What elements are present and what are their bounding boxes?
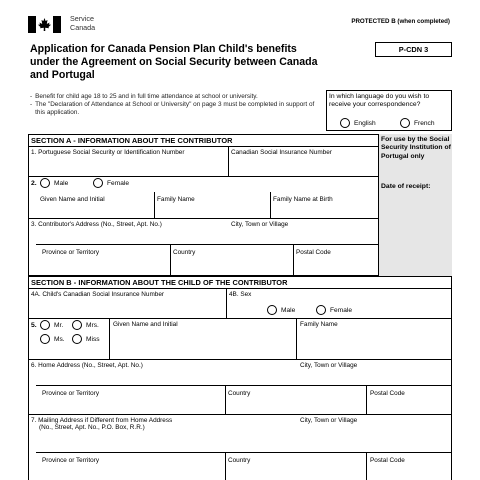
notes-list <box>30 93 320 116</box>
divider <box>225 385 226 415</box>
home-city-label: City, Town or Village <box>300 362 358 369</box>
divider <box>28 318 452 319</box>
canada-flag-icon <box>28 16 61 33</box>
home-address-label: 6. Home Address (No., Street, Apt. No.) <box>31 362 143 369</box>
mailing-postal-label: Postal Code <box>370 457 405 464</box>
section-b-frame <box>28 276 452 480</box>
contributor-country-label: Country <box>173 249 196 256</box>
child-sex-label: 4B. Sex <box>229 291 252 298</box>
home-country-label: Country <box>228 390 251 397</box>
note-2: - The "Declaration of Attendance at School or University" on page 3 must be completed in support of this application. <box>30 101 315 116</box>
divider <box>170 244 171 276</box>
child-given-name-label: Given Name and Initial <box>113 321 178 328</box>
ms-radio[interactable] <box>40 334 50 344</box>
divider <box>28 359 452 360</box>
divider <box>366 452 367 480</box>
child-sin-label: 4A. Child's Canadian Social Insurance Number <box>31 291 165 298</box>
language-english-option[interactable]: English <box>340 118 376 128</box>
field-5-number: 5. <box>31 322 37 329</box>
miss-radio[interactable] <box>72 334 82 344</box>
divider <box>36 452 452 453</box>
divider <box>296 318 297 360</box>
section-a-heading: SECTION A - INFORMATION ABOUT THE CONTRIBUTOR <box>31 136 233 145</box>
male-radio[interactable] <box>267 305 277 315</box>
contributor-province-label: Province or Territory <box>42 249 100 256</box>
contributor-female-option[interactable]: Female <box>93 178 129 188</box>
form-code-box: P-CDN 3 <box>375 42 452 57</box>
language-question: In which language do you wish to receive your correspondence? <box>329 93 430 108</box>
form-title: Application for Canada Pension Plan Child's benefits under the Agreement on Social Security between Canada and Portugal <box>30 43 318 82</box>
divider <box>154 192 155 219</box>
mailing-address-line-2: (No., Street, Apt. No., P.O. Box, R.R.) <box>39 424 145 432</box>
contributor-postal-label: Postal Code <box>296 249 331 256</box>
divider <box>28 176 379 177</box>
contributor-city-label: City, Town or Village <box>231 221 289 228</box>
divider <box>226 288 227 318</box>
english-radio[interactable] <box>340 118 350 128</box>
contributor-address-label: 3. Contributor's Address (No., Street, Apt. No.) <box>31 221 162 228</box>
title-mr-option[interactable]: Mr. <box>40 320 63 330</box>
department-line-1: Service <box>70 14 94 23</box>
title-ms-option[interactable]: Ms. <box>40 334 65 344</box>
family-birth-label: Family Name at Birth <box>273 196 333 203</box>
child-female-option[interactable]: Female <box>316 305 352 315</box>
title-mrs-option[interactable]: Mrs. <box>72 320 99 330</box>
mailing-country-label: Country <box>228 457 251 464</box>
note-1: - Benefit for child age 18 to 25 and in full time attendance at school or university. <box>30 93 258 100</box>
divider <box>270 192 271 219</box>
mr-radio[interactable] <box>40 320 50 330</box>
field-2-number: 2. <box>31 180 37 187</box>
mrs-radio[interactable] <box>72 320 82 330</box>
divider <box>28 146 379 147</box>
child-family-name-label: Family Name <box>300 321 338 328</box>
canadian-sin-label: Canadian Social Insurance Number <box>231 149 332 156</box>
mailing-address-line-1: 7. Mailing Address if Different from Home Address <box>31 417 173 424</box>
divider <box>36 244 379 245</box>
french-radio[interactable] <box>400 118 410 128</box>
male-radio[interactable] <box>40 178 50 188</box>
child-male-option[interactable]: Male <box>267 305 295 315</box>
protected-label: PROTECTED B (when completed) <box>351 18 450 25</box>
divider <box>228 146 229 176</box>
given-name-label: Given Name and Initial <box>40 196 105 203</box>
divider <box>28 288 452 289</box>
home-postal-label: Postal Code <box>370 390 405 397</box>
home-province-label: Province or Territory <box>42 390 100 397</box>
female-radio[interactable] <box>316 305 326 315</box>
section-b-heading: SECTION B - INFORMATION ABOUT THE CHILD OF THE CONTRIBUTOR <box>31 278 288 287</box>
divider <box>293 244 294 276</box>
contributor-male-option[interactable]: Male <box>40 178 68 188</box>
title-miss-option[interactable]: Miss <box>72 334 100 344</box>
family-name-label: Family Name <box>157 196 195 203</box>
divider <box>28 414 452 415</box>
divider <box>28 218 379 219</box>
divider <box>366 385 367 415</box>
side-box-title: For use by the Social Security Institution of Portugal only <box>381 136 451 160</box>
divider <box>36 385 452 386</box>
department-line-2: Canada <box>70 22 96 32</box>
mailing-province-label: Province or Territory <box>42 457 100 464</box>
date-receipt-label: Date of receipt: <box>381 183 431 190</box>
portuguese-ss-label: 1. Portuguese Social Security or Identification Number <box>31 149 185 156</box>
department-name <box>70 15 95 32</box>
female-radio[interactable] <box>93 178 103 188</box>
language-french-option[interactable]: French <box>400 118 435 128</box>
mailing-address-label <box>31 417 172 432</box>
mailing-city-label: City, Town or Village <box>300 417 358 424</box>
divider <box>225 452 226 480</box>
divider <box>109 318 110 360</box>
